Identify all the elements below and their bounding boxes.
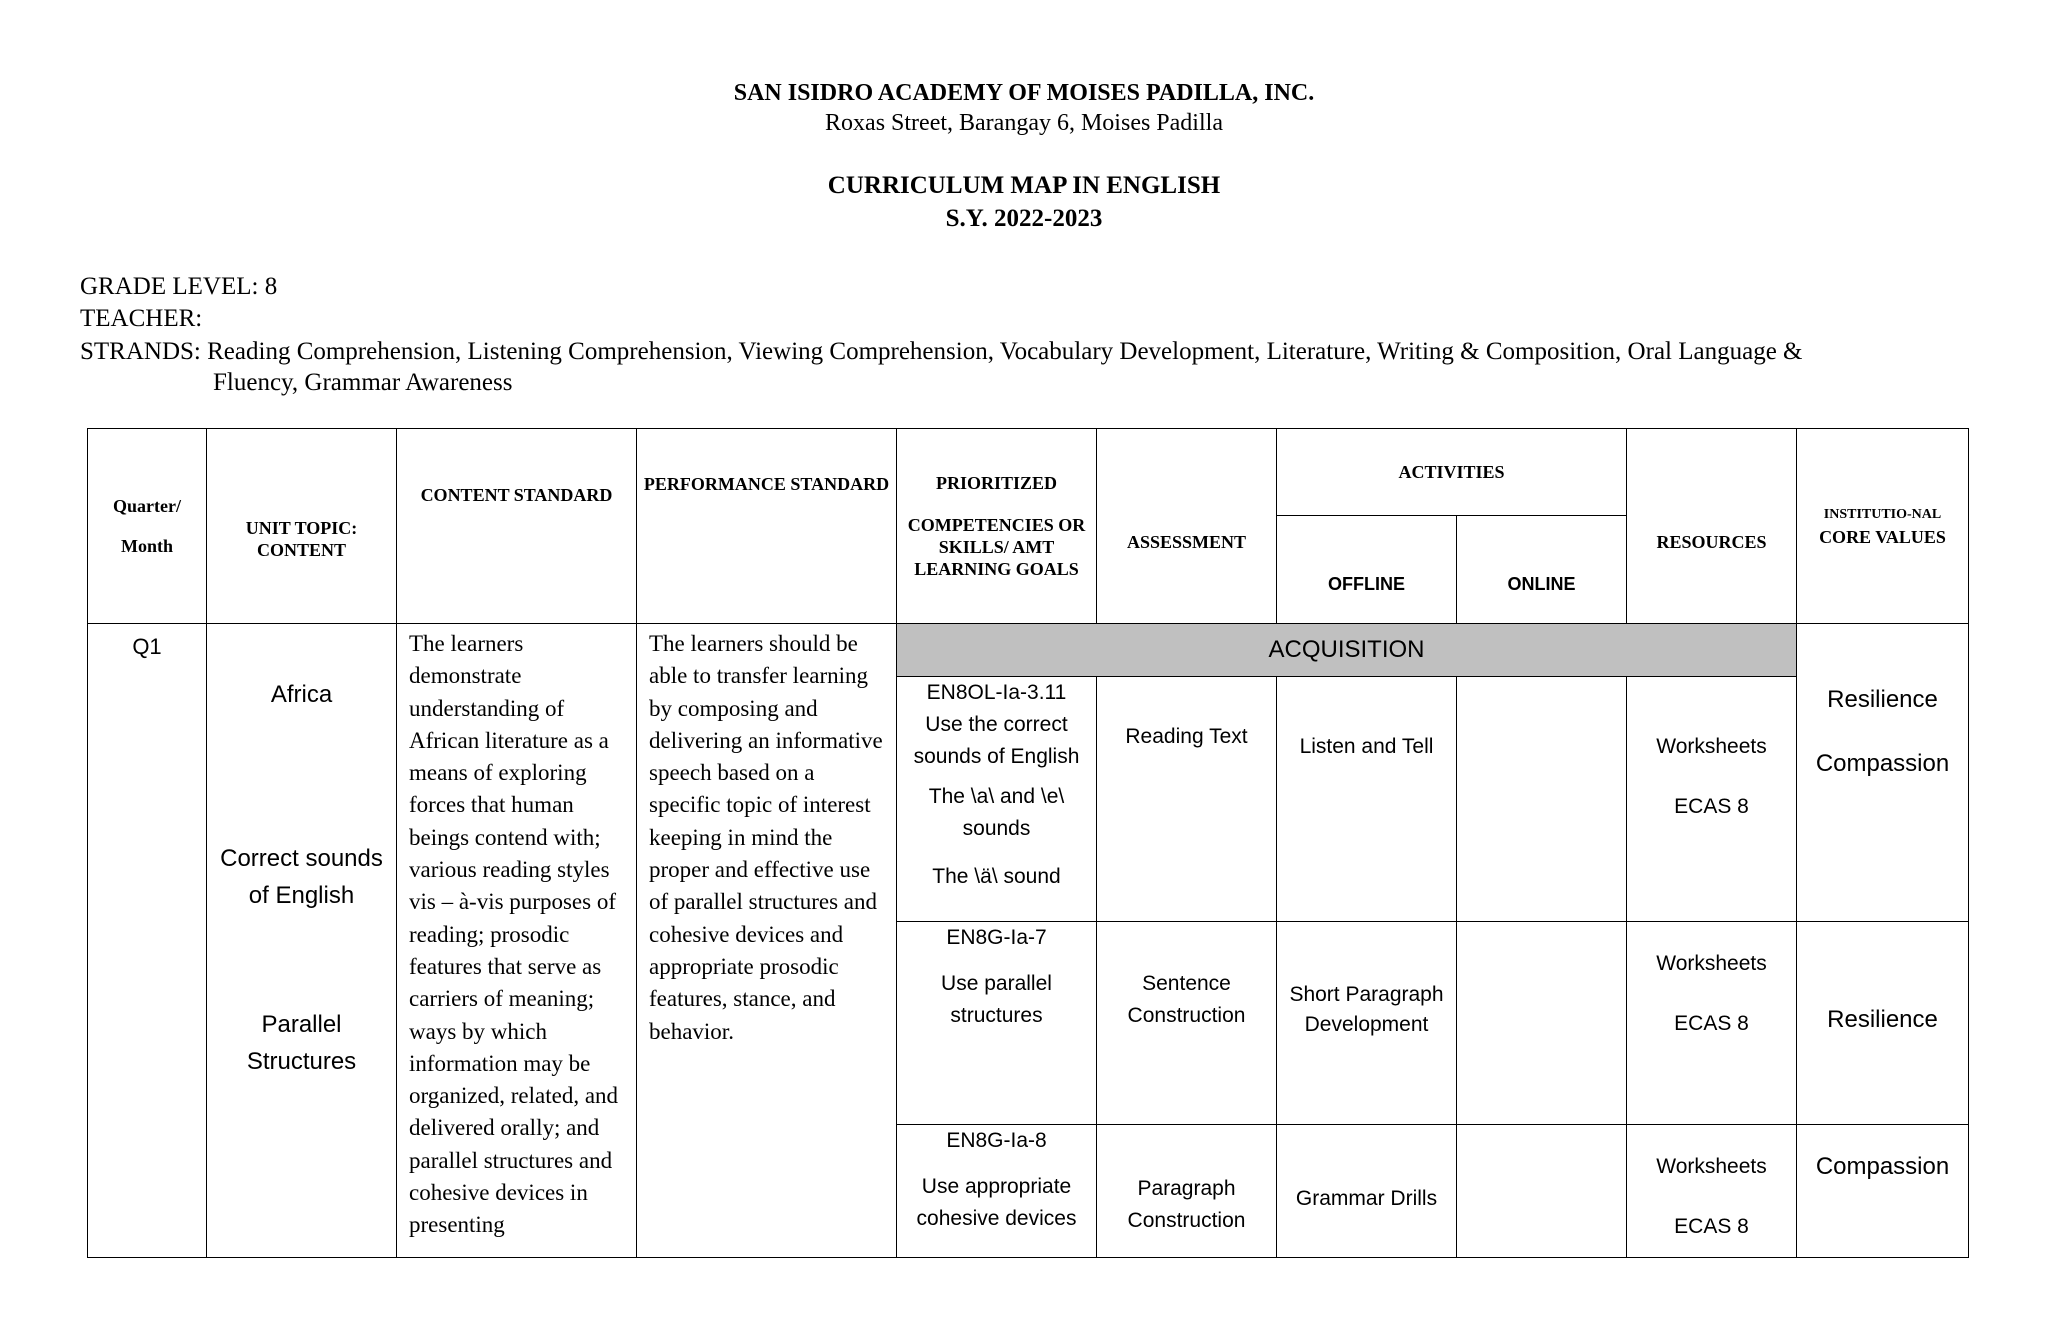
header-online: ONLINE [1457,516,1627,624]
strands [80,336,1940,398]
document-title: CURRICULUM MAP IN ENGLISH [827,172,1221,199]
grade-level: GRADE LEVEL: 8 [80,273,278,300]
acquisition-banner: ACQUISITION [897,624,1797,677]
core-value-resilience: Resilience [1827,686,1938,713]
strands-line1: Reading Comprehension, Listening Comprehension, Viewing Comprehension, Vocabulary Development, Literature, Writing & Composition, Oral Language & [207,338,1803,365]
resource-worksheets: Worksheets [1656,1155,1767,1178]
strands-line2: Fluency, Grammar Awareness [213,369,513,396]
header-content-standard: CONTENT STANDARD [397,429,637,624]
school-address: Roxas Street, Barangay 6, Moises Padilla [825,110,1223,136]
resource-worksheets: Worksheets [1656,735,1767,758]
quarter-cell: Q1 [88,624,207,1258]
competency-code: EN8OL-Ia-3.11 [926,681,1067,704]
competency-row3 [897,1125,1097,1258]
assessment-row3: Paragraph Construction [1097,1125,1277,1258]
header-core-line2: CORE VALUES [1819,527,1946,547]
core-value-compassion: Compassion [1815,750,1950,777]
core-values-row1 [1797,624,1969,922]
header-quarter [88,429,207,624]
resources-row1 [1627,677,1797,922]
header-quarter-line1: Quarter/ [113,496,181,516]
competency-row1 [897,677,1097,922]
header-assessment: ASSESSMENT [1097,429,1277,624]
header-offline: OFFLINE [1277,516,1457,624]
resources-row2 [1627,922,1797,1125]
assessment-row1: Reading Text [1097,677,1277,922]
offline-row2: Short Paragraph Development [1277,922,1457,1125]
header-prioritized [897,429,1097,624]
strands-label: STRANDS: [80,338,201,365]
assessment-row2: Sentence Construction [1097,922,1277,1125]
unit-topic-parallel-structures: Parallel Structures [246,1011,357,1075]
offline-row3: Grammar Drills [1277,1125,1457,1258]
competency-extra: The \a\ and \e\ sounds [928,785,1065,840]
competency-row2 [897,922,1097,1125]
resource-ecas: ECAS 8 [1674,795,1749,818]
competency-text: Use appropriate cohesive devices [916,1175,1077,1230]
competency-text: Use parallel structures [941,972,1052,1027]
resource-ecas: ECAS 8 [1674,1215,1749,1238]
header-activities: ACTIVITIES [1277,429,1627,516]
school-name: SAN ISIDRO ACADEMY OF MOISES PADILLA, INC. [733,80,1315,106]
header-core-line1: INSTITUTIO-NAL [1823,507,1942,522]
competency-code: EN8G-Ia-7 [946,926,1047,949]
resource-worksheets: Worksheets [1656,952,1767,975]
content-standard-cell: The learners demonstrate understanding of African literature as a means of exploring forces that human beings contend with; various reading styles vis – à-vis purposes of reading; prosodic features that serve as carriers of meaning; ways by which information may be organized, related, and delivered orally; and parallel structures and cohesive devices in presenting [397,624,637,1258]
resource-ecas: ECAS 8 [1674,1012,1749,1035]
header-prioritized-line2: COMPETENCIES OR SKILLS/ AMT LEARNING GOALS [907,515,1086,579]
online-row3 [1457,1125,1627,1258]
header-prioritized-line1: PRIORITIZED [935,473,1058,493]
offline-row1: Listen and Tell [1277,677,1457,922]
curriculum-map-table [87,428,1969,1258]
header-core-values [1797,429,1969,624]
header-quarter-line2: Month [120,536,173,556]
header-resources: RESOURCES [1627,429,1797,624]
performance-standard-cell: The learners should be able to transfer learning by composing and delivering an informative speech based on a specific topic of interest keeping in mind the proper and effective use of parallel structures and cohesive devices and appropriate prosodic features, stance, and behavior. [637,624,897,1258]
header-unit-topic: UNIT TOPIC: CONTENT [207,429,397,624]
competency-code: EN8G-Ia-8 [946,1129,1047,1152]
competency-text: Use the correct sounds of English [913,713,1080,768]
unit-topic-africa: Africa [270,681,333,708]
online-row2 [1457,922,1627,1125]
teacher-label: TEACHER: [80,305,203,332]
resources-row3 [1627,1125,1797,1258]
competency-extra: The \ä\ sound [932,865,1061,888]
core-values-row3: Compassion [1797,1125,1969,1258]
unit-topic-correct-sounds: Correct sounds of English [220,845,383,909]
header-performance-standard: PERFORMANCE STANDARD [637,429,897,624]
school-year: S.Y. 2022-2023 [945,205,1103,232]
online-row1 [1457,677,1627,922]
unit-topic-cell [207,624,397,1258]
core-values-row2: Resilience [1797,922,1969,1125]
